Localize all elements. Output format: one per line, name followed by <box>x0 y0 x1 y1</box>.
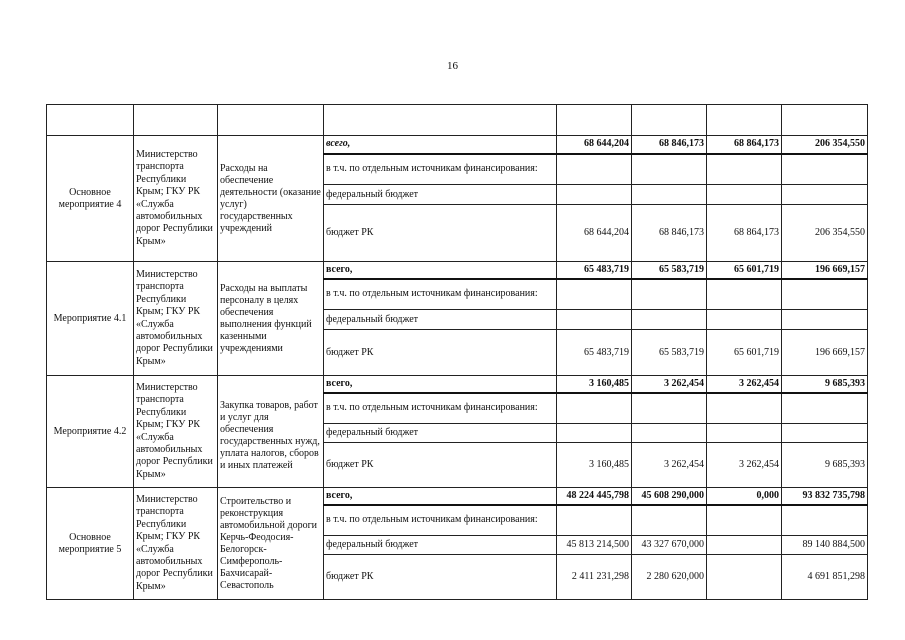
value-total: 196 669,157 <box>782 262 868 279</box>
value-year-1 <box>557 393 632 424</box>
event-name: Основное мероприятие 5 <box>47 488 134 600</box>
value-total <box>782 310 868 330</box>
event-name: Мероприятие 4.2 <box>47 376 134 488</box>
value-year-3 <box>707 424 782 443</box>
source-label: всего, <box>324 136 557 154</box>
header-cell <box>782 105 868 136</box>
executor: Министерство транспорта Республики Крым; ГКУ РК «Служба автомобильных дорог Республики Крым» <box>134 376 218 488</box>
value-year-3: 68 864,173 <box>707 136 782 154</box>
value-total <box>782 279 868 310</box>
header-cell <box>557 105 632 136</box>
value-total: 93 832 735,798 <box>782 488 868 505</box>
source-label: федеральный бюджет <box>324 536 557 555</box>
value-total: 206 354,550 <box>782 136 868 154</box>
source-label: бюджет РК <box>324 330 557 376</box>
value-year-2 <box>632 185 707 205</box>
value-year-1: 45 813 214,500 <box>557 536 632 555</box>
header-cell <box>134 105 218 136</box>
value-year-2 <box>632 424 707 443</box>
value-year-2: 68 846,173 <box>632 136 707 154</box>
table-header-row <box>47 105 868 136</box>
header-cell <box>324 105 557 136</box>
value-year-1: 65 483,719 <box>557 262 632 279</box>
value-year-3: 65 601,719 <box>707 262 782 279</box>
value-year-1 <box>557 424 632 443</box>
value-total <box>782 393 868 424</box>
value-year-2: 2 280 620,000 <box>632 555 707 600</box>
page-number: 16 <box>447 60 458 72</box>
source-label: в т.ч. по отдельным источникам финансирования: <box>324 505 557 536</box>
value-year-2 <box>632 393 707 424</box>
value-year-1 <box>557 310 632 330</box>
table-row-total <box>47 136 868 154</box>
value-total: 89 140 884,500 <box>782 536 868 555</box>
source-label: федеральный бюджет <box>324 310 557 330</box>
header-cell <box>47 105 134 136</box>
value-year-3 <box>707 154 782 185</box>
header-cell <box>707 105 782 136</box>
value-year-2 <box>632 310 707 330</box>
value-total <box>782 185 868 205</box>
value-total: 9 685,393 <box>782 443 868 488</box>
value-year-3 <box>707 555 782 600</box>
value-total: 4 691 851,298 <box>782 555 868 600</box>
value-year-1 <box>557 505 632 536</box>
value-year-3 <box>707 310 782 330</box>
table-row-total <box>47 262 868 279</box>
value-year-3 <box>707 279 782 310</box>
value-year-2: 65 583,719 <box>632 262 707 279</box>
budget-table <box>46 104 868 600</box>
source-label: бюджет РК <box>324 443 557 488</box>
value-year-1 <box>557 185 632 205</box>
value-year-3 <box>707 393 782 424</box>
source-label: всего, <box>324 376 557 393</box>
description: Строительство и реконструкция автомобильной дороги Керчь-Феодосия-Белогорск-Симферополь-Бахчисарай-Севастополь <box>218 488 324 600</box>
value-year-1: 68 644,204 <box>557 205 632 262</box>
source-label: бюджет РК <box>324 205 557 262</box>
value-year-2: 45 608 290,000 <box>632 488 707 505</box>
value-year-2 <box>632 505 707 536</box>
source-label: федеральный бюджет <box>324 424 557 443</box>
value-year-3 <box>707 505 782 536</box>
value-year-1: 68 644,204 <box>557 136 632 154</box>
value-year-3 <box>707 536 782 555</box>
source-label: в т.ч. по отдельным источникам финансирования: <box>324 393 557 424</box>
value-total: 9 685,393 <box>782 376 868 393</box>
value-year-3: 0,000 <box>707 488 782 505</box>
event-name: Мероприятие 4.1 <box>47 262 134 376</box>
value-year-2 <box>632 279 707 310</box>
source-label: бюджет РК <box>324 555 557 600</box>
value-year-3: 65 601,719 <box>707 330 782 376</box>
source-label: всего, <box>324 488 557 505</box>
executor: Министерство транспорта Республики Крым; ГКУ РК «Служба автомобильных дорог Республики Крым» <box>134 136 218 262</box>
value-year-1: 3 160,485 <box>557 443 632 488</box>
value-year-2: 3 262,454 <box>632 443 707 488</box>
description: Закупка товаров, работ и услуг для обеспечения государственных нужд, уплата налогов, сборов и иных платежей <box>218 376 324 488</box>
value-year-3: 68 864,173 <box>707 205 782 262</box>
value-total: 206 354,550 <box>782 205 868 262</box>
value-year-3 <box>707 185 782 205</box>
table-row-total <box>47 376 868 393</box>
value-year-2 <box>632 154 707 185</box>
table-row-total <box>47 488 868 505</box>
value-total <box>782 505 868 536</box>
header-cell <box>218 105 324 136</box>
value-year-1: 65 483,719 <box>557 330 632 376</box>
value-year-1: 48 224 445,798 <box>557 488 632 505</box>
value-total <box>782 154 868 185</box>
value-year-2: 43 327 670,000 <box>632 536 707 555</box>
source-label: в т.ч. по отдельным источникам финансирования: <box>324 154 557 185</box>
value-year-1 <box>557 154 632 185</box>
executor: Министерство транспорта Республики Крым; ГКУ РК «Служба автомобильных дорог Республики Крым» <box>134 488 218 600</box>
value-year-3: 3 262,454 <box>707 376 782 393</box>
value-year-1 <box>557 279 632 310</box>
value-total: 196 669,157 <box>782 330 868 376</box>
description: Расходы на выплаты персоналу в целях обеспечения выполнения функций казенными учреждениями <box>218 262 324 376</box>
value-year-3: 3 262,454 <box>707 443 782 488</box>
value-year-2: 3 262,454 <box>632 376 707 393</box>
event-name: Основное мероприятие 4 <box>47 136 134 262</box>
value-year-1: 2 411 231,298 <box>557 555 632 600</box>
header-cell <box>632 105 707 136</box>
source-label: федеральный бюджет <box>324 185 557 205</box>
value-year-2: 68 846,173 <box>632 205 707 262</box>
value-year-2: 65 583,719 <box>632 330 707 376</box>
description: Расходы на обеспечение деятельности (оказание услуг) государственных учреждений <box>218 136 324 262</box>
source-label: в т.ч. по отдельным источникам финансирования: <box>324 279 557 310</box>
value-year-1: 3 160,485 <box>557 376 632 393</box>
value-total <box>782 424 868 443</box>
executor: Министерство транспорта Республики Крым; ГКУ РК «Служба автомобильных дорог Республики Крым» <box>134 262 218 376</box>
source-label: всего, <box>324 262 557 279</box>
